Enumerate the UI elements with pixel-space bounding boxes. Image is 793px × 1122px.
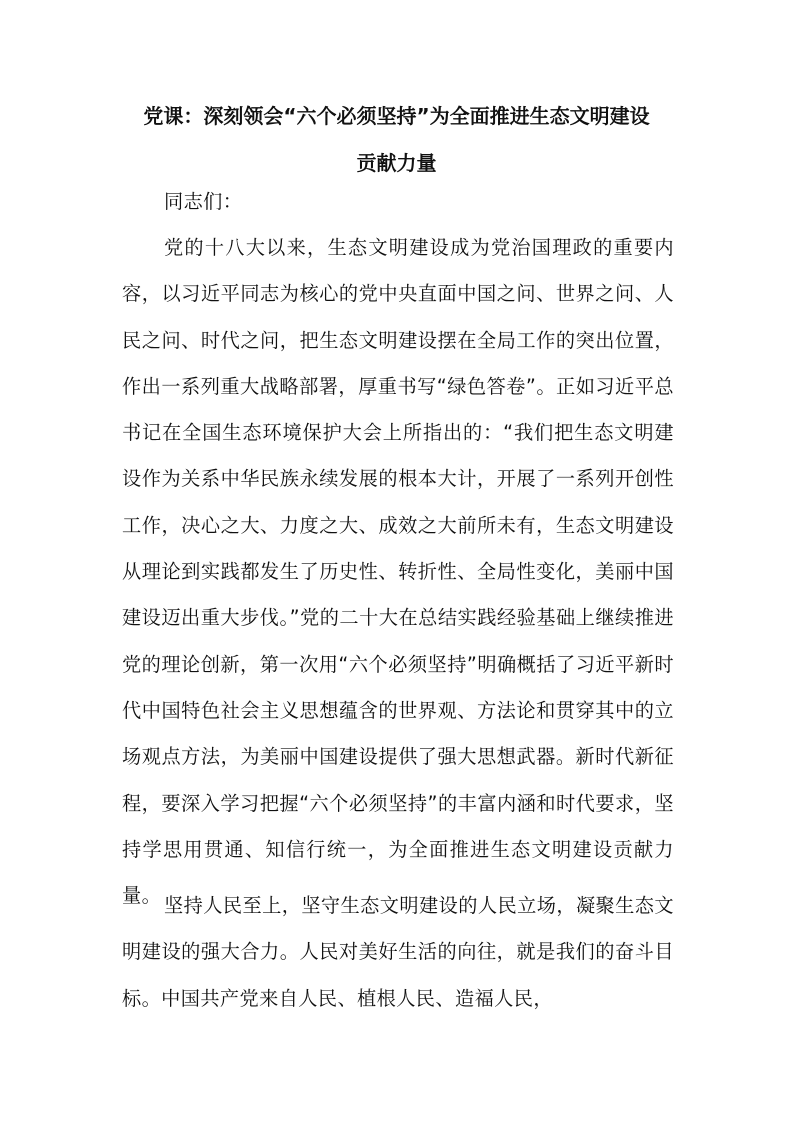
- document-title-line-1: 党课：深刻领会“六个必须坚持”为全面推进生态文明建设: [143, 104, 650, 128]
- greeting: 同志们：: [164, 190, 243, 213]
- document-title-line-2: 贡献力量: [356, 151, 437, 175]
- paragraph-2: 坚持人民至上，坚守生态文明建设的人民立场，凝聚生态文明建设的强大合力。人民对美好生活的向往，就是我们的奋斗目标。中国共产党来自人民、植根人民、造福人民，: [122, 894, 674, 1010]
- paragraph-1: 党的十八大以来，生态文明建设成为党治国理政的重要内容，以习近平同志为核心的党中央直面中国之问、世界之问、人民之问、时代之问，把生态文明建设摆在全局工作的突出位置，作出一系列重大战略部署，厚重书写“绿色答卷”。正如习近平总书记在全国生态环境保护大会上所指出的：“我们把生态文明建设作为关系中华民族永续发展的根本大计，开展了一系列开创性工作，决心之大、力度之大、成效之大前所未有，生态文明建设从理论到实践都发生了历史性、转折性、全局性变化，美丽中国建设迈出重大步伐。”党的二十大在总结实践经验基础上继续推进党的理论创新，第一次用“六个必须坚持”明确概括了习近平新时代中国特色社会主义思想蕴含的世界观、方法论和贯穿其中的立场观点方法，为美丽中国建设提供了强大思想武器。新时代新征程，要深入学习把握“六个必须坚持”的丰富内涵和时代要求，坚持学思用贯通、知信行统一，为全面推进生态文明建设贡献力量。: [122, 236, 674, 908]
